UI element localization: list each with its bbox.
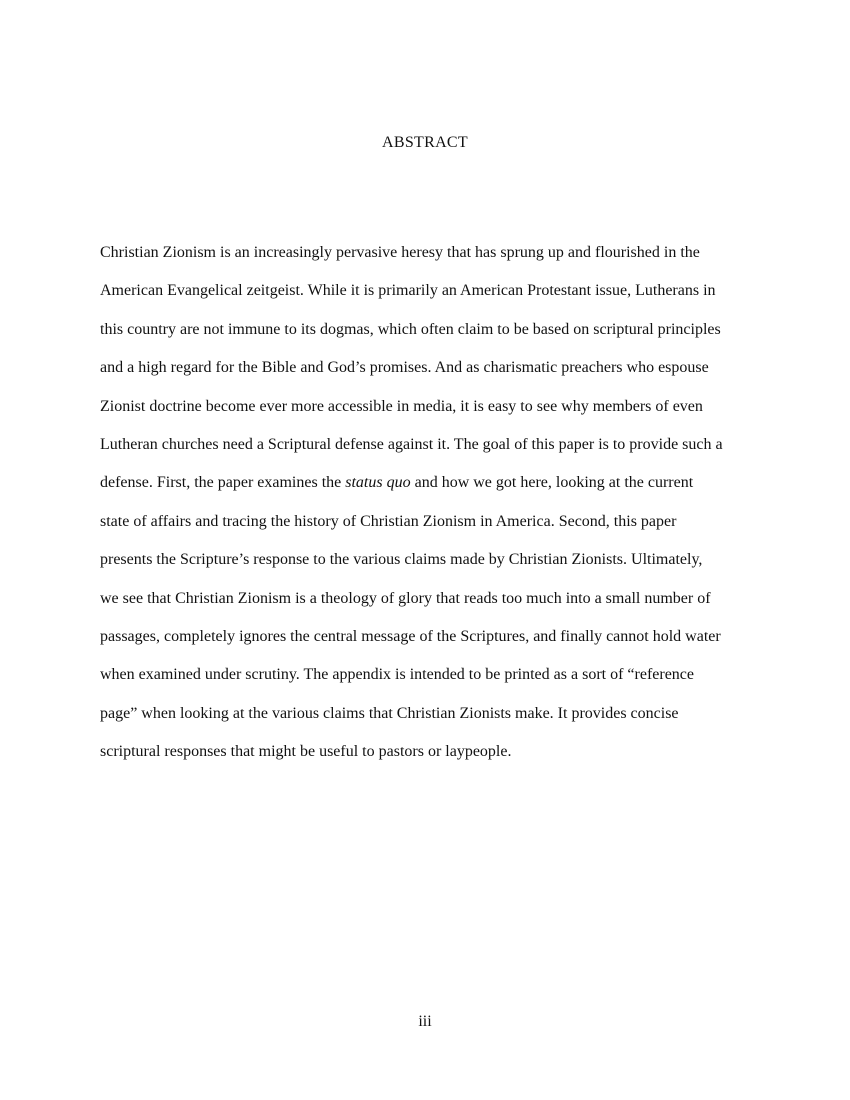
body-line-3: this country are not immune to its dogmas, which often claim to be based on scriptural principles: [100, 320, 721, 338]
page-number: iii: [418, 1013, 432, 1030]
body-line-7: defense. First, the paper examines the status quo and how we got here, looking at the current: [100, 474, 694, 492]
body-line-13: page” when looking at the various claims that Christian Zionists make. It provides concise: [100, 704, 679, 722]
body-line-1: Christian Zionism is an increasingly pervasive heresy that has sprung up and flourished in the: [100, 244, 700, 261]
body-line-4: and a high regard for the Bible and God’s promises. And as charismatic preachers who espouse: [100, 359, 709, 377]
body-line-2: American Evangelical zeitgeist. While it is primarily an American Protestant issue, Lutherans in: [100, 282, 716, 300]
italic-term: status quo: [345, 474, 411, 492]
abstract-heading: ABSTRACT: [382, 134, 468, 151]
body-line-6: Lutheran churches need a Scriptural defense against it. The goal of this paper is to provide such a: [100, 435, 723, 453]
body-line-11: passages, completely ignores the central message of the Scriptures, and finally cannot hold water: [100, 627, 721, 645]
abstract-body: [100, 243, 760, 780]
body-line-10: we see that Christian Zionism is a theology of glory that reads too much into a small number of: [100, 589, 711, 607]
body-line-9: presents the Scripture’s response to the various claims made by Christian Zionists. Ultimately,: [100, 551, 703, 569]
body-line-5: Zionist doctrine become ever more accessible in media, it is easy to see why members of even: [100, 397, 703, 415]
body-line-14: scriptural responses that might be useful to pastors or laypeople.: [100, 743, 512, 761]
body-line-8: state of affairs and tracing the history of Christian Zionism in America. Second, this paper: [100, 512, 677, 530]
body-line-12: when examined under scrutiny. The appendix is intended to be printed as a sort of “reference: [100, 666, 695, 684]
